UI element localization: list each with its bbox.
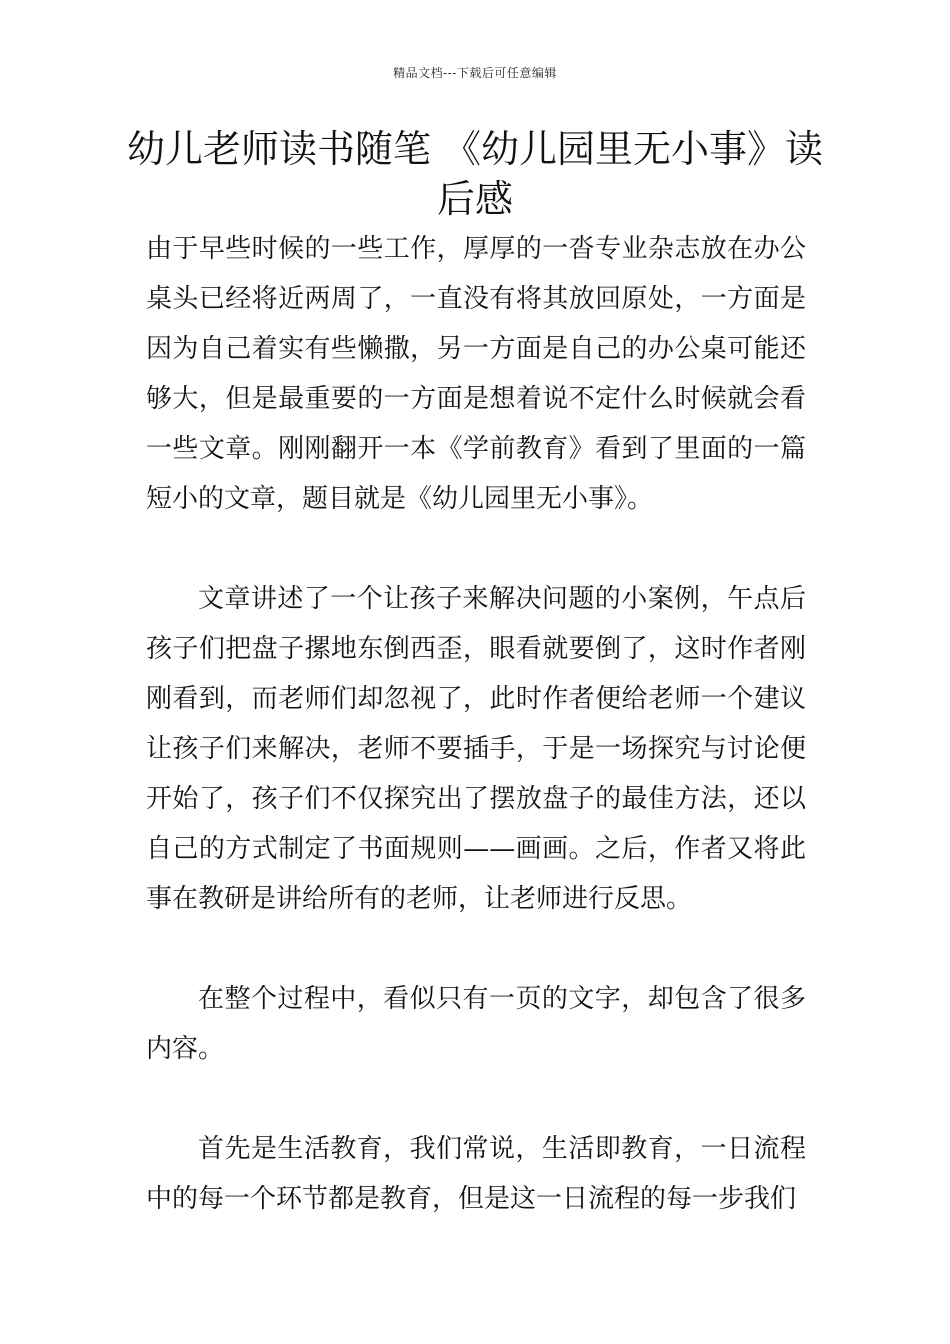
paragraph-gap <box>146 924 806 974</box>
paragraph-4: 首先是生活教育，我们常说，生活即教育，一日流程中的每一个环节都是教育，但是这一日流程的每一步我们 <box>146 1134 806 1214</box>
paragraph-gap <box>146 1074 806 1124</box>
paragraph-3: 在整个过程中，看似只有一页的文字，却包含了很多内容。 <box>146 984 806 1064</box>
paragraph-gap <box>146 524 806 574</box>
document-title: 幼儿老师读书随笔 《幼儿园里无小事》读后感 <box>126 127 824 221</box>
paragraph-1: 由于早些时候的一些工作，厚厚的一沓专业杂志放在办公桌头已经将近两周了，一直没有将其放回原处，一方面是因为自己着实有些懒撒，另一方面是自己的办公桌可能还够大，但是最重要的一方面是想着说不定什么时候就会看一些文章。刚刚翻开一本《学前教育》看到了里面的一篇短小的文章，题目就是《幼儿园里无小事》。 <box>146 234 806 514</box>
paragraph-2: 文章讲述了一个让孩子来解决问题的小案例，午点后孩子们把盘子摞地东倒西歪，眼看就要倒了，这时作者刚刚看到，而老师们却忽视了，此时作者便给老师一个建议让孩子们来解决，老师不要插手，于是一场探究与讨论便开始了，孩子们不仅探究出了摆放盘子的最佳方法，还以自己的方式制定了书面规则——画画。之后，作者又将此事在教研是讲给所有的老师，让老师进行反思。 <box>146 584 806 914</box>
document-body <box>146 224 806 1224</box>
page-header: 精品文档---下载后可任意编辑 <box>393 66 557 80</box>
